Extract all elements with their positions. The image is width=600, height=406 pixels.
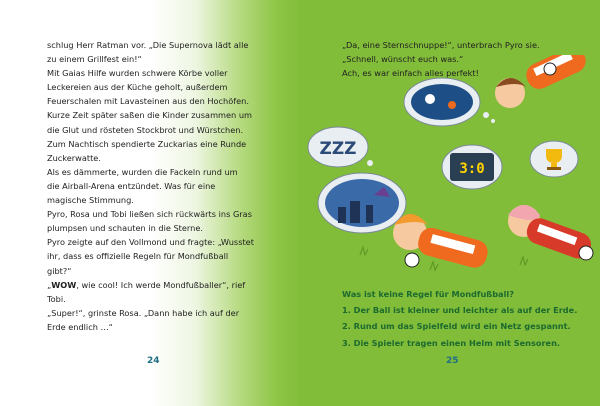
story-line: [47, 306, 254, 320]
story-line: [47, 320, 254, 334]
story-line: [47, 278, 254, 292]
story-line: [47, 123, 254, 137]
thought-bubble-night-city: [318, 173, 406, 233]
line-text: „Super!“, grinste Rosa. „Dann habe ich auf der: [47, 307, 240, 318]
thought-bubble-zzz: [308, 127, 373, 167]
quiz-answer: 2. Rund um das Spielfeld wird ein Netz gespannt.: [342, 321, 571, 332]
line-text: Zuckerwatte.: [47, 152, 101, 163]
story-line: [47, 193, 254, 207]
line-text: magische Stimmung.: [47, 195, 134, 206]
story-line: „Da, eine Sternschnuppe!“, unterbrach Pyro sie.: [342, 40, 540, 50]
story-line: [47, 151, 254, 165]
line-text: Als es dämmerte, wurden die Fackeln rund um: [47, 166, 238, 177]
line-text: die Glut und rösteten Stockbrot und Würstchen.: [47, 124, 244, 135]
line-text: schlug Herr Ratman vor. „Die Supernova lädt alle: [47, 40, 249, 50]
line-text: zu einem Grillfest ein!“: [47, 54, 142, 65]
story-line: [47, 38, 254, 52]
right-page: [300, 0, 600, 406]
thought-bubble-scoreboard: [442, 145, 502, 189]
zzz-text: ZZZ: [319, 139, 357, 159]
left-story-text: [47, 38, 254, 334]
story-line: [47, 249, 254, 263]
line-text: , wie cool! Ich werde Mondfußballer“, rief: [76, 279, 246, 290]
line-emphasis: WOW: [51, 279, 77, 290]
boy-top-right: [495, 55, 590, 108]
line-text: Feuerschalen mit Lavasteinen aus den Hochöfen.: [47, 96, 249, 107]
line-text: ihr, dass es offizielle Regeln für Mondfußball: [47, 251, 229, 262]
story-line: [47, 207, 254, 221]
boy-bottom-center: [393, 214, 490, 270]
story-line: [47, 235, 254, 249]
line-prefix: „: [47, 279, 52, 290]
story-line: [47, 292, 254, 306]
line-text: gibt?“: [47, 265, 72, 276]
story-line: [47, 66, 254, 80]
story-line: [47, 264, 254, 278]
kids-lying-in-grass-illustration: [300, 55, 600, 280]
quiz-answer: 3. Die Spieler tragen einen Helm mit Sensoren.: [342, 337, 561, 348]
story-line: [47, 179, 254, 193]
scoreboard-text: 3:0: [459, 161, 485, 177]
thought-bubble-space: [404, 78, 495, 126]
story-line: [47, 52, 254, 66]
line-text: Zum Nachtisch spendierte Zuckarias eine Runde: [47, 138, 247, 149]
girl-bottom-right: [508, 205, 594, 262]
story-line: [47, 80, 254, 94]
line-text: Erde endlich …“: [47, 321, 113, 332]
quiz-box: [342, 286, 577, 351]
story-line: „Schnell, wünscht euch was.“: [342, 54, 464, 65]
line-text: Kurze Zeit später saßen die Kinder zusammen um: [47, 110, 253, 121]
thought-bubble-trophy: [530, 141, 578, 177]
story-line: [47, 221, 254, 235]
story-line: Ach, es war einfach alles perfekt!: [342, 68, 479, 79]
line-text: Tobi.: [47, 293, 66, 304]
line-text: Pyro zeigte auf den Vollmond und fragte: „Wusstet: [47, 237, 254, 248]
quiz-question: Was ist keine Regel für Mondfußball?: [342, 289, 514, 299]
line-text: plumpsen und schauten in die Sterne.: [47, 223, 203, 234]
line-text: die Airball-Arena entzündet. Was für eine: [47, 180, 216, 191]
story-line: [47, 137, 254, 151]
page-number-left: 24: [147, 356, 160, 366]
quiz-answer: 1. Der Ball ist kleiner und leichter als auf der Erde.: [342, 305, 578, 316]
line-text: Pyro, Rosa und Tobi ließen sich rückwärts ins Gras: [47, 209, 252, 220]
line-text: Leckereien aus der Küche geholt, außerdem: [47, 82, 228, 93]
line-text: Mit Gaias Hilfe wurden schwere Körbe voller: [47, 68, 228, 79]
story-line: [47, 94, 254, 108]
story-line: [47, 165, 254, 179]
story-line: [47, 108, 254, 122]
page-number-right: 25: [446, 356, 459, 366]
